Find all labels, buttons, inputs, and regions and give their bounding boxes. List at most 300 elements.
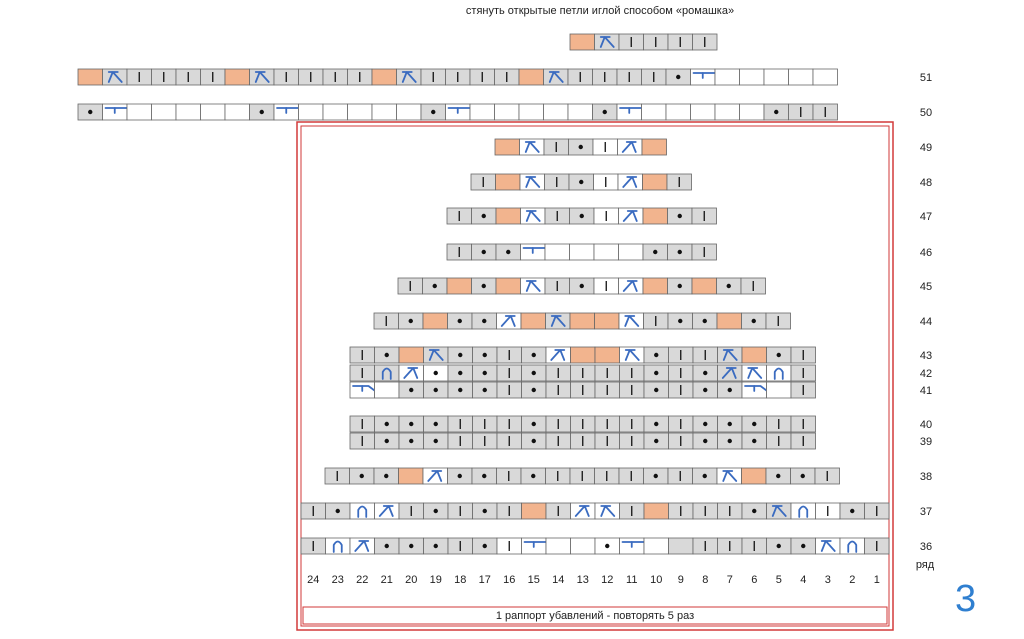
- stitch-cell: [448, 503, 473, 519]
- repeat-note: 1 раппорт убавлений - повторять 5 раз: [495, 610, 695, 622]
- purl-symbol: [483, 353, 487, 357]
- purl-symbol: [703, 439, 707, 443]
- stitch-cell: [447, 244, 472, 260]
- stitch-cell: [545, 174, 570, 190]
- stitch-cell: [544, 69, 569, 85]
- stitch-cell: [399, 468, 424, 484]
- stitch-cell: [643, 174, 668, 190]
- stitch-cell: [668, 278, 693, 294]
- row-number: 37: [919, 506, 933, 518]
- chart-row: [325, 468, 932, 484]
- purl-symbol: [752, 509, 756, 513]
- stitch-cell: [350, 433, 375, 449]
- purl-symbol: [434, 422, 438, 426]
- stitch-cell: [323, 69, 348, 85]
- column-number: 15: [527, 574, 540, 586]
- stitch-cell: [522, 382, 547, 398]
- stitch-cell: [497, 503, 522, 519]
- purl-symbol: [654, 388, 658, 392]
- purl-symbol: [409, 388, 413, 392]
- stitch-cell: [767, 433, 792, 449]
- stitch-cell: [571, 347, 596, 363]
- stitch-cell: [497, 433, 522, 449]
- stitch-cell: [668, 208, 693, 224]
- stitch-cell: [424, 503, 449, 519]
- stitch-cell: [742, 468, 767, 484]
- purl-symbol: [777, 544, 781, 548]
- stitch-cell: [815, 468, 840, 484]
- stitch-cell: [521, 208, 546, 224]
- column-number: 7: [726, 574, 733, 586]
- purl-symbol: [801, 544, 805, 548]
- stitch-cell: [424, 365, 449, 381]
- stitch-cell: [644, 433, 669, 449]
- stitch-cell: [350, 468, 375, 484]
- stitch-cell: [791, 365, 816, 381]
- stitch-cell: [742, 347, 767, 363]
- purl-symbol: [678, 250, 682, 254]
- purl-symbol: [580, 284, 584, 288]
- stitch-cell: [522, 365, 547, 381]
- stitch-cell: [152, 69, 177, 85]
- stitch-cell: [570, 313, 595, 329]
- stitch-cell: [447, 278, 472, 294]
- column-number: 9: [677, 574, 684, 586]
- purl-symbol: [532, 439, 536, 443]
- stitch-cell: [326, 538, 351, 554]
- stitch-cell: [642, 69, 667, 85]
- stitch-cell: [546, 416, 571, 432]
- row-number: 48: [919, 177, 933, 189]
- stitch-cell: [301, 503, 326, 519]
- row-number: 49: [919, 142, 933, 154]
- stitch-cell: [789, 104, 814, 120]
- stitch-cell: [496, 244, 521, 260]
- stitch-cell: [546, 347, 571, 363]
- stitch-cell: [669, 347, 694, 363]
- stitch-cell: [816, 503, 841, 519]
- stitch-cell: [644, 503, 669, 519]
- row-number: 40: [919, 419, 933, 431]
- stitch-cell: [620, 503, 645, 519]
- stitch-cell: [593, 69, 618, 85]
- stitch-cell: [692, 278, 717, 294]
- stitch-cell: [421, 104, 446, 120]
- column-number: 6: [751, 574, 758, 586]
- stitch-cell: [742, 416, 767, 432]
- purl-symbol: [458, 371, 462, 375]
- stitch-cell: [521, 313, 546, 329]
- chart-row: [374, 313, 932, 329]
- column-number: 22: [356, 574, 369, 586]
- stitch-cell: [325, 468, 350, 484]
- stitch-cell: [644, 313, 669, 329]
- purl-symbol: [579, 145, 583, 149]
- purl-symbol: [703, 474, 707, 478]
- stitch-cell: [718, 382, 743, 398]
- stitch-cell: [522, 416, 547, 432]
- stitch-cell: [470, 69, 495, 85]
- stitch-cell: [152, 104, 177, 120]
- row-number: 39: [919, 436, 933, 448]
- stitch-cell: [620, 347, 645, 363]
- purl-symbol: [482, 319, 486, 323]
- stitch-cell: [791, 416, 816, 432]
- purl-symbol: [360, 474, 364, 478]
- purl-symbol: [678, 284, 682, 288]
- stitch-cell: [496, 208, 521, 224]
- stitch-cell: [299, 104, 324, 120]
- column-number: 18: [454, 574, 467, 586]
- stitch-cell: [570, 468, 595, 484]
- column-number: 19: [429, 574, 442, 586]
- stitch-cell: [544, 104, 569, 120]
- stitch-cell: [767, 382, 792, 398]
- stitch-cell: [496, 174, 521, 190]
- stitch-cell: [718, 347, 743, 363]
- purl-symbol: [678, 214, 682, 218]
- stitch-cell: [471, 174, 496, 190]
- stitch-cell: [375, 538, 400, 554]
- stitch-cell: [299, 69, 324, 85]
- stitch-cell: [593, 104, 618, 120]
- stitch-cell: [767, 503, 792, 519]
- purl-symbol: [409, 422, 413, 426]
- stitch-cell: [618, 139, 643, 155]
- purl-symbol: [434, 371, 438, 375]
- stitch-cell: [668, 313, 693, 329]
- stitch-cell: [669, 503, 694, 519]
- purl-symbol: [385, 544, 389, 548]
- stitch-cell: [375, 365, 400, 381]
- purl-symbol: [260, 110, 264, 114]
- stitch-cell: [399, 347, 424, 363]
- purl-symbol: [703, 319, 707, 323]
- purl-symbol: [482, 284, 486, 288]
- stitch-cell: [375, 416, 400, 432]
- stitch-cell: [374, 313, 399, 329]
- purl-symbol: [703, 371, 707, 375]
- row-number: 41: [919, 385, 933, 397]
- stitch-cell: [472, 313, 497, 329]
- purl-symbol: [603, 110, 607, 114]
- stitch-cell: [399, 538, 424, 554]
- stitch-cell: [323, 104, 348, 120]
- purl-symbol: [483, 388, 487, 392]
- stitch-cell: [473, 347, 498, 363]
- purl-symbol: [532, 371, 536, 375]
- stitch-cell: [742, 503, 767, 519]
- purl-symbol: [434, 439, 438, 443]
- stitch-cell: [718, 503, 743, 519]
- stitch-cell: [520, 174, 545, 190]
- stitch-cell: [472, 278, 497, 294]
- stitch-cell: [691, 104, 716, 120]
- stitch-cell: [472, 468, 497, 484]
- stitch-cell: [448, 382, 473, 398]
- stitch-cell: [423, 313, 448, 329]
- stitch-cell: [570, 34, 595, 50]
- stitch-cell: [594, 278, 619, 294]
- stitch-cell: [718, 365, 743, 381]
- row-number: 43: [919, 350, 933, 362]
- stitch-cell: [473, 538, 498, 554]
- stitch-cell: [791, 347, 816, 363]
- stitch-cell: [546, 468, 571, 484]
- stitch-cell: [546, 382, 571, 398]
- stitch-cell: [693, 416, 718, 432]
- column-numbers: [307, 574, 880, 586]
- stitch-cell: [448, 433, 473, 449]
- row-word-label: ряд: [915, 559, 935, 571]
- stitch-cell: [250, 69, 275, 85]
- stitch-cell: [546, 538, 571, 554]
- purl-symbol: [433, 284, 437, 288]
- stitch-cell: [644, 347, 669, 363]
- stitch-cell: [767, 538, 792, 554]
- stitch-cell: [865, 503, 890, 519]
- stitch-cell: [545, 208, 570, 224]
- column-number: 8: [702, 574, 709, 586]
- purl-symbol: [580, 214, 584, 218]
- stitch-cell: [767, 347, 792, 363]
- purl-symbol: [483, 509, 487, 513]
- stitch-cell: [693, 347, 718, 363]
- purl-symbol: [532, 422, 536, 426]
- stitch-cell: [668, 244, 693, 260]
- stitch-cell: [497, 538, 522, 554]
- stitch-cell: [643, 278, 668, 294]
- stitch-cell: [448, 365, 473, 381]
- stitch-cell: [350, 347, 375, 363]
- stitch-cell: [522, 503, 547, 519]
- chart-row: [495, 139, 932, 155]
- stitch-cell: [717, 313, 742, 329]
- column-number: 1: [873, 574, 880, 586]
- stitch-cell: [571, 365, 596, 381]
- stitch-cell: [399, 382, 424, 398]
- stitch-cell: [642, 139, 667, 155]
- stitch-cell: [448, 347, 473, 363]
- stitch-cell: [669, 538, 694, 554]
- stitch-cell: [791, 538, 816, 554]
- stitch-cell: [620, 416, 645, 432]
- stitch-cell: [643, 208, 668, 224]
- stitch-cell: [668, 468, 693, 484]
- stitch-cell: [764, 104, 789, 120]
- stitch-cell: [742, 313, 767, 329]
- stitch-cell: [225, 69, 250, 85]
- stitch-cell: [127, 69, 152, 85]
- chart-row: [301, 503, 932, 519]
- stitch-cell: [595, 313, 620, 329]
- purl-symbol: [752, 319, 756, 323]
- stitch-cell: [840, 503, 865, 519]
- stitch-cell: [693, 313, 718, 329]
- chart-row: [301, 538, 932, 554]
- stitch-cell: [742, 433, 767, 449]
- purl-symbol: [336, 509, 340, 513]
- column-number: 4: [800, 574, 807, 586]
- chart-row: [447, 244, 932, 260]
- chart-row: [350, 416, 932, 432]
- purl-symbol: [654, 439, 658, 443]
- stitch-cell: [448, 313, 473, 329]
- stitch-cell: [250, 104, 275, 120]
- stitch-cell: [570, 208, 595, 224]
- stitch-cell: [617, 69, 642, 85]
- stitch-cell: [423, 468, 448, 484]
- stitch-cell: [544, 139, 569, 155]
- purl-symbol: [384, 474, 388, 478]
- stitch-cell: [176, 104, 201, 120]
- stitch-cell: [571, 382, 596, 398]
- stitch-cell: [619, 208, 644, 224]
- stitch-cell: [375, 382, 400, 398]
- stitch-cell: [791, 503, 816, 519]
- row-number: 42: [919, 368, 933, 380]
- stitch-cell: [718, 433, 743, 449]
- stitch-cell: [569, 139, 594, 155]
- stitch-cell: [545, 244, 570, 260]
- column-number: 17: [478, 574, 491, 586]
- stitch-cell: [497, 313, 522, 329]
- chart-row: [350, 382, 932, 398]
- column-number: 11: [626, 574, 638, 586]
- stitch-cell: [767, 416, 792, 432]
- purl-symbol: [409, 439, 413, 443]
- stitch-cell: [448, 468, 473, 484]
- stitch-cell: [399, 365, 424, 381]
- purl-symbol: [653, 250, 657, 254]
- stitch-cell: [546, 503, 571, 519]
- stitch-cell: [789, 69, 814, 85]
- stitch-cell: [717, 278, 742, 294]
- purl-symbol: [483, 371, 487, 375]
- stitch-cell: [448, 538, 473, 554]
- purl-symbol: [458, 353, 462, 357]
- header-instruction: стянуть открытые петли иглой способом «ромашка»: [465, 5, 735, 17]
- stitch-cell: [666, 104, 691, 120]
- stitch-cell: [666, 69, 691, 85]
- stitch-cell: [742, 538, 767, 554]
- stitch-cell: [571, 433, 596, 449]
- purl-symbol: [434, 388, 438, 392]
- stitch-cell: [497, 347, 522, 363]
- stitch-cell: [473, 416, 498, 432]
- stitch-cell: [546, 365, 571, 381]
- stitch-cell: [595, 503, 620, 519]
- stitch-cell: [424, 382, 449, 398]
- stitch-cell: [619, 313, 644, 329]
- purl-symbol: [728, 439, 732, 443]
- purl-symbol: [482, 250, 486, 254]
- row-number: 46: [919, 247, 933, 259]
- stitch-cell: [767, 365, 792, 381]
- column-number: 20: [405, 574, 418, 586]
- stitch-cell: [398, 278, 423, 294]
- stitch-cell: [693, 382, 718, 398]
- stitch-cell: [791, 433, 816, 449]
- purl-symbol: [654, 353, 658, 357]
- stitch-cell: [570, 278, 595, 294]
- purl-symbol: [728, 388, 732, 392]
- stitch-cell: [301, 538, 326, 554]
- column-number: 13: [576, 574, 589, 586]
- row-number: 45: [919, 281, 933, 293]
- stitch-cell: [620, 433, 645, 449]
- stitch-cell: [495, 104, 520, 120]
- stitch-cell: [766, 468, 791, 484]
- stitch-cell: [399, 503, 424, 519]
- stitch-cell: [740, 104, 765, 120]
- stitch-cell: [642, 104, 667, 120]
- column-number: 24: [307, 574, 320, 586]
- stitch-cell: [473, 433, 498, 449]
- purl-symbol: [531, 474, 535, 478]
- row-number: 44: [919, 316, 933, 328]
- stitch-cell: [375, 433, 400, 449]
- column-number: 16: [503, 574, 516, 586]
- stitch-cell: [620, 365, 645, 381]
- purl-symbol: [409, 544, 413, 548]
- stitch-cell: [595, 538, 620, 554]
- stitch-cell: [127, 104, 152, 120]
- stitch-cell: [619, 244, 644, 260]
- column-number: 21: [380, 574, 393, 586]
- row-number: 38: [919, 471, 933, 483]
- stitch-cell: [570, 244, 595, 260]
- stitch-cell: [421, 69, 446, 85]
- chart-row: [350, 347, 932, 363]
- stitch-cell: [644, 382, 669, 398]
- purl-symbol: [506, 250, 510, 254]
- stitch-cell: [78, 104, 103, 120]
- stitch-cell: [326, 503, 351, 519]
- stitch-cell: [399, 313, 424, 329]
- stitch-cell: [594, 174, 619, 190]
- stitch-cell: [571, 503, 596, 519]
- page-number: 3: [955, 578, 977, 620]
- stitch-cell: [644, 538, 669, 554]
- chart-row: [350, 433, 932, 449]
- stitch-cell: [715, 104, 740, 120]
- chart-row: [78, 69, 932, 85]
- stitch-cell: [473, 365, 498, 381]
- stitch-cell: [399, 433, 424, 449]
- chart-rows: [78, 34, 932, 554]
- purl-symbol: [850, 509, 854, 513]
- stitch-cell: [620, 382, 645, 398]
- purl-symbol: [482, 474, 486, 478]
- purl-symbol: [703, 422, 707, 426]
- stitch-cell: [348, 104, 373, 120]
- stitch-cell: [176, 69, 201, 85]
- stitch-cell: [813, 69, 838, 85]
- stitch-cell: [742, 365, 767, 381]
- stitch-cell: [397, 104, 422, 120]
- purl-symbol: [385, 439, 389, 443]
- purl-symbol: [777, 353, 781, 357]
- purl-symbol: [727, 284, 731, 288]
- stitch-cell: [497, 416, 522, 432]
- stitch-cell: [496, 278, 521, 294]
- purl-symbol: [752, 422, 756, 426]
- stitch-cell: [865, 538, 890, 554]
- purl-symbol: [434, 544, 438, 548]
- stitch-cell: [740, 69, 765, 85]
- purl-symbol: [654, 371, 658, 375]
